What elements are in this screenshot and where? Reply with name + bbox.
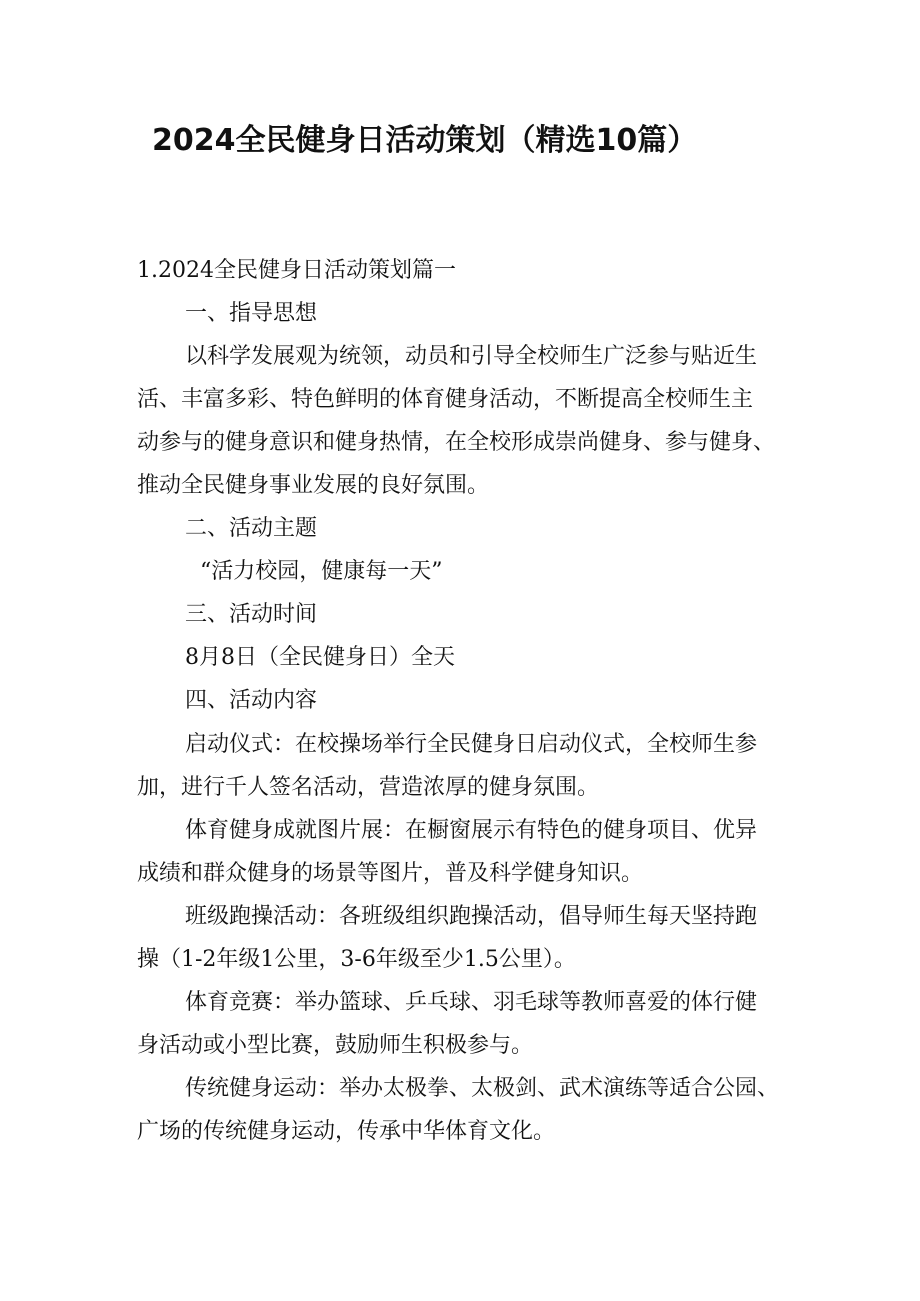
section-heading: 1.2024全民健身日活动策划篇一 — [137, 258, 456, 283]
paragraph-line: 加，进行千人签名活动，营造浓厚的健身氛围。 — [137, 775, 600, 800]
paragraph-line: 体育竞赛：举办篮球、乒乓球、羽毛球等教师喜爱的体行健 — [185, 990, 758, 1015]
theme-slogan: “活力校园，健康每一天” — [200, 559, 443, 584]
activity-date: 8月8日（全民健身日）全天 — [185, 645, 455, 670]
paragraph-line: 身活动或小型比赛，鼓励师生积极参与。 — [137, 1033, 534, 1058]
paragraph-line: 操（1-2年级1公里，3-6年级至少1.5公里）。 — [137, 947, 576, 972]
paragraph-line: 广场的传统健身运动，传承中华体育文化。 — [137, 1119, 556, 1144]
subheading-theme: 二、活动主题 — [185, 516, 318, 541]
subheading-content: 四、活动内容 — [185, 688, 318, 713]
paragraph-line: 成绩和群众健身的场景等图片，普及科学健身知识。 — [137, 861, 644, 886]
paragraph-line: 启动仪式：在校操场举行全民健身日启动仪式，全校师生参 — [185, 732, 758, 757]
paragraph-line: 班级跑操活动：各班级组织跑操活动，倡导师生每天坚持跑 — [185, 904, 758, 929]
paragraph-line: 动参与的健身意识和健身热情，在全校形成崇尚健身、参与健身、 — [137, 430, 776, 455]
paragraph-line: 推动全民健身事业发展的良好氛围。 — [137, 473, 490, 498]
paragraph-line: 体育健身成就图片展：在橱窗展示有特色的健身项目、优异 — [185, 818, 758, 843]
document-title: 2024全民健身日活动策划（精选10篇） — [152, 123, 698, 158]
paragraph-line: 传统健身运动：举办太极拳、太极剑、武术演练等适合公园、 — [185, 1076, 780, 1101]
paragraph-line: 以科学发展观为统领，动员和引导全校师生广泛参与贴近生 — [185, 344, 758, 369]
subheading-time: 三、活动时间 — [185, 602, 318, 627]
subheading-guiding-ideology: 一、指导思想 — [185, 301, 318, 326]
paragraph-line: 活、丰富多彩、特色鲜明的体育健身活动，不断提高全校师生主 — [137, 387, 754, 412]
